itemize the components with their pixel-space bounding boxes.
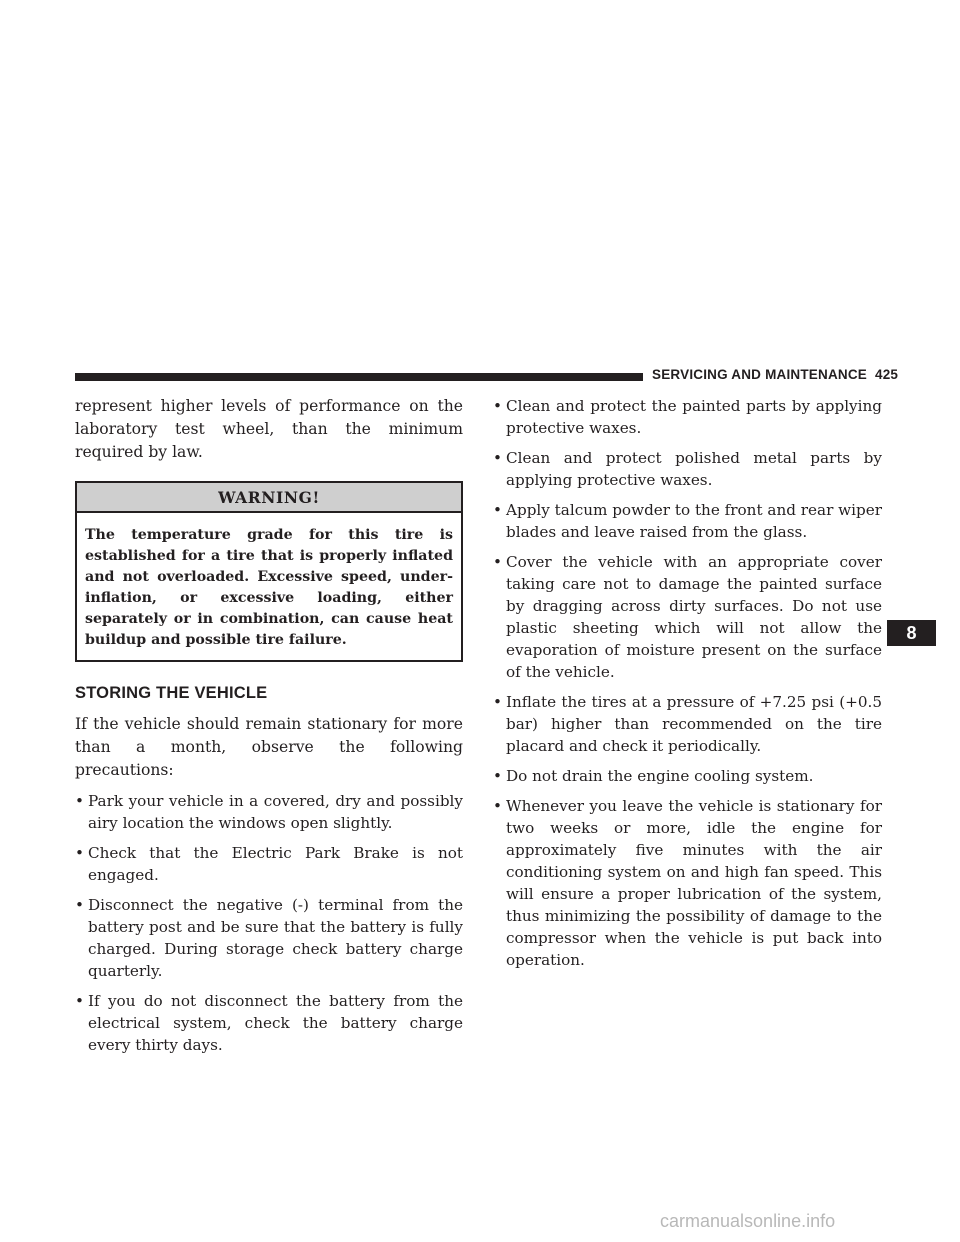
page-number: 425 — [875, 367, 899, 382]
list-item — [493, 795, 882, 971]
list-item-text: If you do not disconnect the battery from the electrical system, check the battery charge every thirty days. — [88, 992, 463, 1054]
list-item-text: Do not drain the engine cooling system. — [506, 767, 814, 785]
bullet-icon: • — [493, 553, 502, 571]
list-item-text: Apply talcum powder to the front and rear wiper blades and leave raised from the glass. — [506, 501, 882, 541]
bullet-icon: • — [75, 792, 84, 810]
section-intro: If the vehicle should remain stationary for more than a month, observe the following precautions: — [75, 715, 463, 779]
storage-precautions-list — [75, 790, 463, 1056]
bullet-icon: • — [493, 449, 502, 467]
list-item-text: Whenever you leave the vehicle is stationary for two weeks or more, idle the engine for approximately five minutes with the air conditioning system on and high fan speed. This will ensure a proper lubrication of the system, thus minimizing the possibility of damage to the compressor when the vehicle is put back into operation. — [506, 797, 882, 969]
list-item — [75, 790, 463, 834]
bullet-icon: • — [493, 767, 502, 785]
list-item-text: Clean and protect polished metal parts by applying protective waxes. — [506, 449, 882, 489]
section-title: SERVICING AND MAINTENANCE — [652, 367, 868, 382]
intro-paragraph: represent higher levels of performance on the laboratory test wheel, than the minimum required by law. — [75, 397, 463, 461]
list-item — [493, 395, 882, 439]
warning-title: WARNING! — [77, 483, 461, 513]
list-item — [75, 842, 463, 886]
storage-precautions-list-continued — [493, 395, 882, 971]
list-item — [493, 447, 882, 491]
right-column — [493, 395, 882, 971]
header-rule — [75, 373, 643, 381]
section-heading: STORING THE VEHICLE — [75, 684, 268, 702]
list-item-text: Park your vehicle in a covered, dry and possibly airy location the windows open slightly. — [88, 792, 463, 832]
list-item-text: Disconnect the negative (-) terminal from the battery post and be sure that the battery is fully charged. During storage check battery charge quarterly. — [88, 896, 463, 980]
list-item — [75, 990, 463, 1056]
bullet-icon: • — [493, 501, 502, 519]
list-item — [493, 765, 882, 787]
bullet-icon: • — [75, 896, 84, 914]
bullet-icon: • — [75, 844, 84, 862]
list-item — [493, 691, 882, 757]
left-column — [75, 395, 463, 1056]
list-item-text: Check that the Electric Park Brake is not engaged. — [88, 844, 463, 884]
warning-text: The temperature grade for this tire is established for a tire that is properly inflated and not overloaded. Excessive speed, under-inflation, or excessive loading, either separately or in combination, can cause heat buildup and possible tire failure. — [85, 527, 453, 648]
list-item — [75, 894, 463, 982]
chapter-tab[interactable]: 8 — [887, 620, 936, 646]
bullet-icon: • — [493, 797, 502, 815]
list-item — [493, 499, 882, 543]
list-item-text: Inflate the tires at a pressure of +7.25 psi (+0.5 bar) higher than recommended on the tire placard and check it periodically. — [506, 693, 882, 755]
bullet-icon: • — [493, 693, 502, 711]
bullet-icon: • — [75, 992, 84, 1010]
warning-box — [75, 481, 463, 662]
list-item-text: Clean and protect the painted parts by applying protective waxes. — [506, 397, 882, 437]
bullet-icon: • — [493, 397, 502, 415]
list-item-text: Cover the vehicle with an appropriate cover taking care not to damage the painted surface by dragging across dirty surfaces. Do not use plastic sheeting which will not allow the evaporation of moisture present on the surface of the vehicle. — [506, 553, 882, 681]
watermark: carmanualsonline.info — [660, 1211, 836, 1231]
running-header — [652, 367, 898, 382]
list-item — [493, 551, 882, 683]
